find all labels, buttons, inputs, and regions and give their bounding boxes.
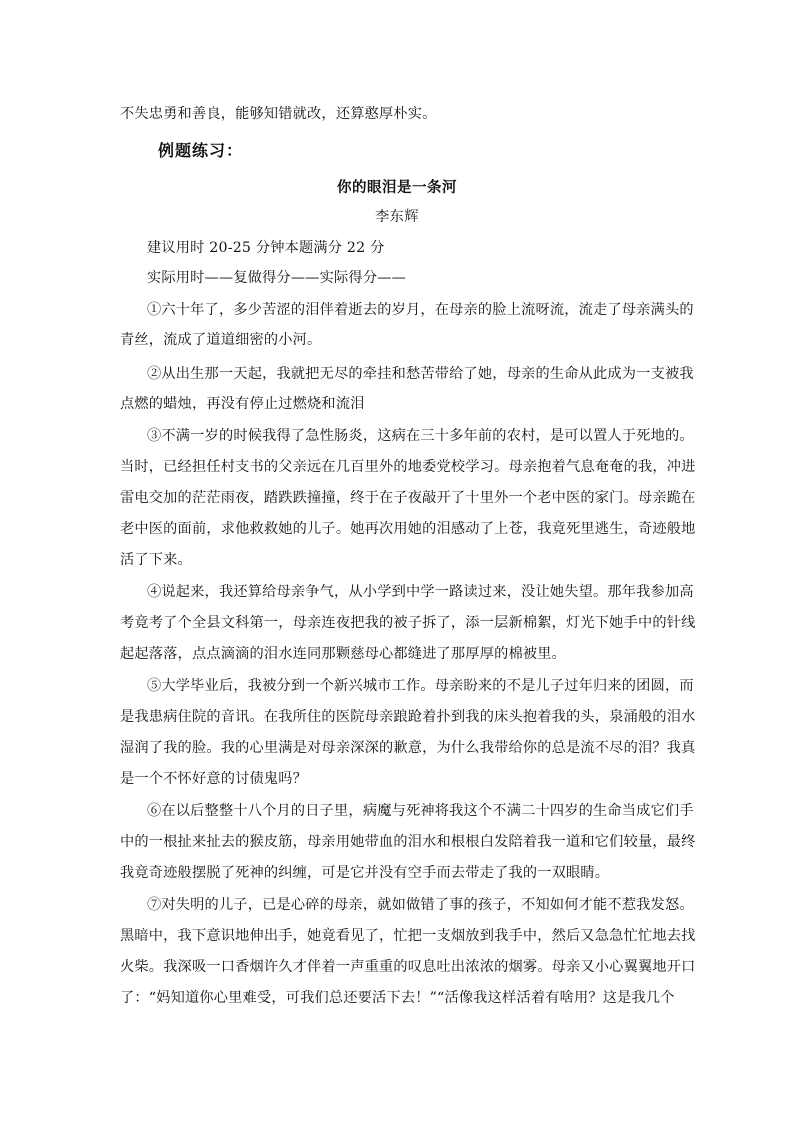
intro-text-line: 不失忠勇和善良，能够知错就改，还算憨厚朴实。	[120, 106, 437, 122]
paragraph-4-line-3: 起起落落，点点滴滴的泪水连同那颗慈母心都缝进了那厚厚的棉被里。	[120, 646, 567, 662]
paragraph-6-line-1: ⑥在以后整整十八个月的日子里，病魔与死神将我这个不满二十四岁的生命当成它们手	[147, 803, 694, 819]
paragraph-3-line-5: 活了下来。	[120, 552, 192, 568]
paragraph-5-line-2: 是我患病住院的音讯。在我所住的医院母亲踉跄着扑到我的床头抱着我的头，泉涌般的泪水	[120, 709, 696, 725]
paragraph-6-line-3: 我竟奇迹般摆脱了死神的纠缠，可是它并没有空手而去带走了我的一双眼睛。	[120, 865, 610, 881]
article-author: 李东辉	[374, 209, 420, 225]
paragraph-7-line-2: 黑暗中，我下意识地伸出手，她竟看见了，忙把一支烟放到我手中，然后又急急忙忙地去找	[120, 928, 696, 944]
paragraph-7-line-1: ⑦对失明的儿子，已是心碎的母亲，就如做错了事的孩子，不知如何才能不惹我发怒。	[147, 897, 694, 913]
paragraph-5-line-3: 湿润了我的脸。我的心里满是对母亲深深的歉意，为什么我带给你的总是流不尽的泪？我真	[120, 740, 696, 756]
paragraph-5-line-1: ⑤大学毕业后，我被分到一个新兴城市工作。母亲盼来的不是儿子过年归来的团圆，而	[147, 678, 694, 694]
paragraph-4-line-2: 考竟考了个全县文科第一，母亲连夜把我的被子拆了，添一层新棉絮，灯光下她手中的针线	[120, 615, 696, 631]
suggested-time-line: 建议用时 20-25 分钟本题满分 22 分	[147, 240, 385, 256]
paragraph-3-line-1: ③不满一岁的时候我得了急性肠炎，这病在三十多年前的农村，是可以置人于死地的。	[147, 428, 694, 444]
article-title: 你的眼泪是一条河	[337, 179, 457, 196]
paragraph-6-line-2: 中的一根扯来扯去的猴皮筋，母亲用她带血的泪水和根根白发陪着我一道和它们较量，最终	[120, 834, 696, 850]
paragraph-1-line-2: 青丝，流成了道道细密的小河。	[120, 332, 322, 348]
paragraph-3-line-4: 老中医的面前，求他救救她的儿子。她再次用她的泪感动了上苍，我竟死里逃生，奇迹般地	[120, 521, 696, 537]
paragraph-7-line-3: 火柴。我深吸一口香烟许久才伴着一声重重的叹息吐出浓浓的烟雾。母亲又小心翼翼地开口	[120, 959, 696, 975]
paragraph-5-line-4: 是一个不怀好意的讨债鬼吗？	[120, 771, 308, 787]
paragraph-7-line-4: 了：“妈知道你心里难受，可我们总还要活下去！”“活像我这样活着有啥用？这是我几个	[120, 990, 675, 1006]
paragraph-3-line-2: 当时，已经担任村支书的父亲远在几百里外的地委党校学习。母亲抱着气息奄奄的我，冲进	[120, 459, 696, 475]
paragraph-3-line-3: 雷电交加的茫茫雨夜，踏跌跌撞撞，终于在子夜敲开了十里外一个老中医的家门。母亲跪在	[120, 490, 696, 506]
paragraph-2-line-1: ②从出生那一天起，我就把无尽的牵挂和愁苦带给了她，母亲的生命从此成为一支被我	[147, 366, 694, 382]
actual-score-line: 实际用时——复做得分——实际得分——	[147, 270, 406, 286]
paragraph-4-line-1: ④说起来，我还算给母亲争气，从小学到中学一路读过来，没让她失望。那年我参加高	[147, 584, 694, 600]
paragraph-2-line-2: 点燃的蜡烛，再没有停止过燃烧和流泪	[120, 396, 365, 412]
paragraph-1-line-1: ①六十年了，多少苦涩的泪伴着逝去的岁月，在母亲的脸上流呀流，流走了母亲满头的	[147, 302, 694, 318]
section-heading: 例题练习：	[158, 141, 244, 160]
